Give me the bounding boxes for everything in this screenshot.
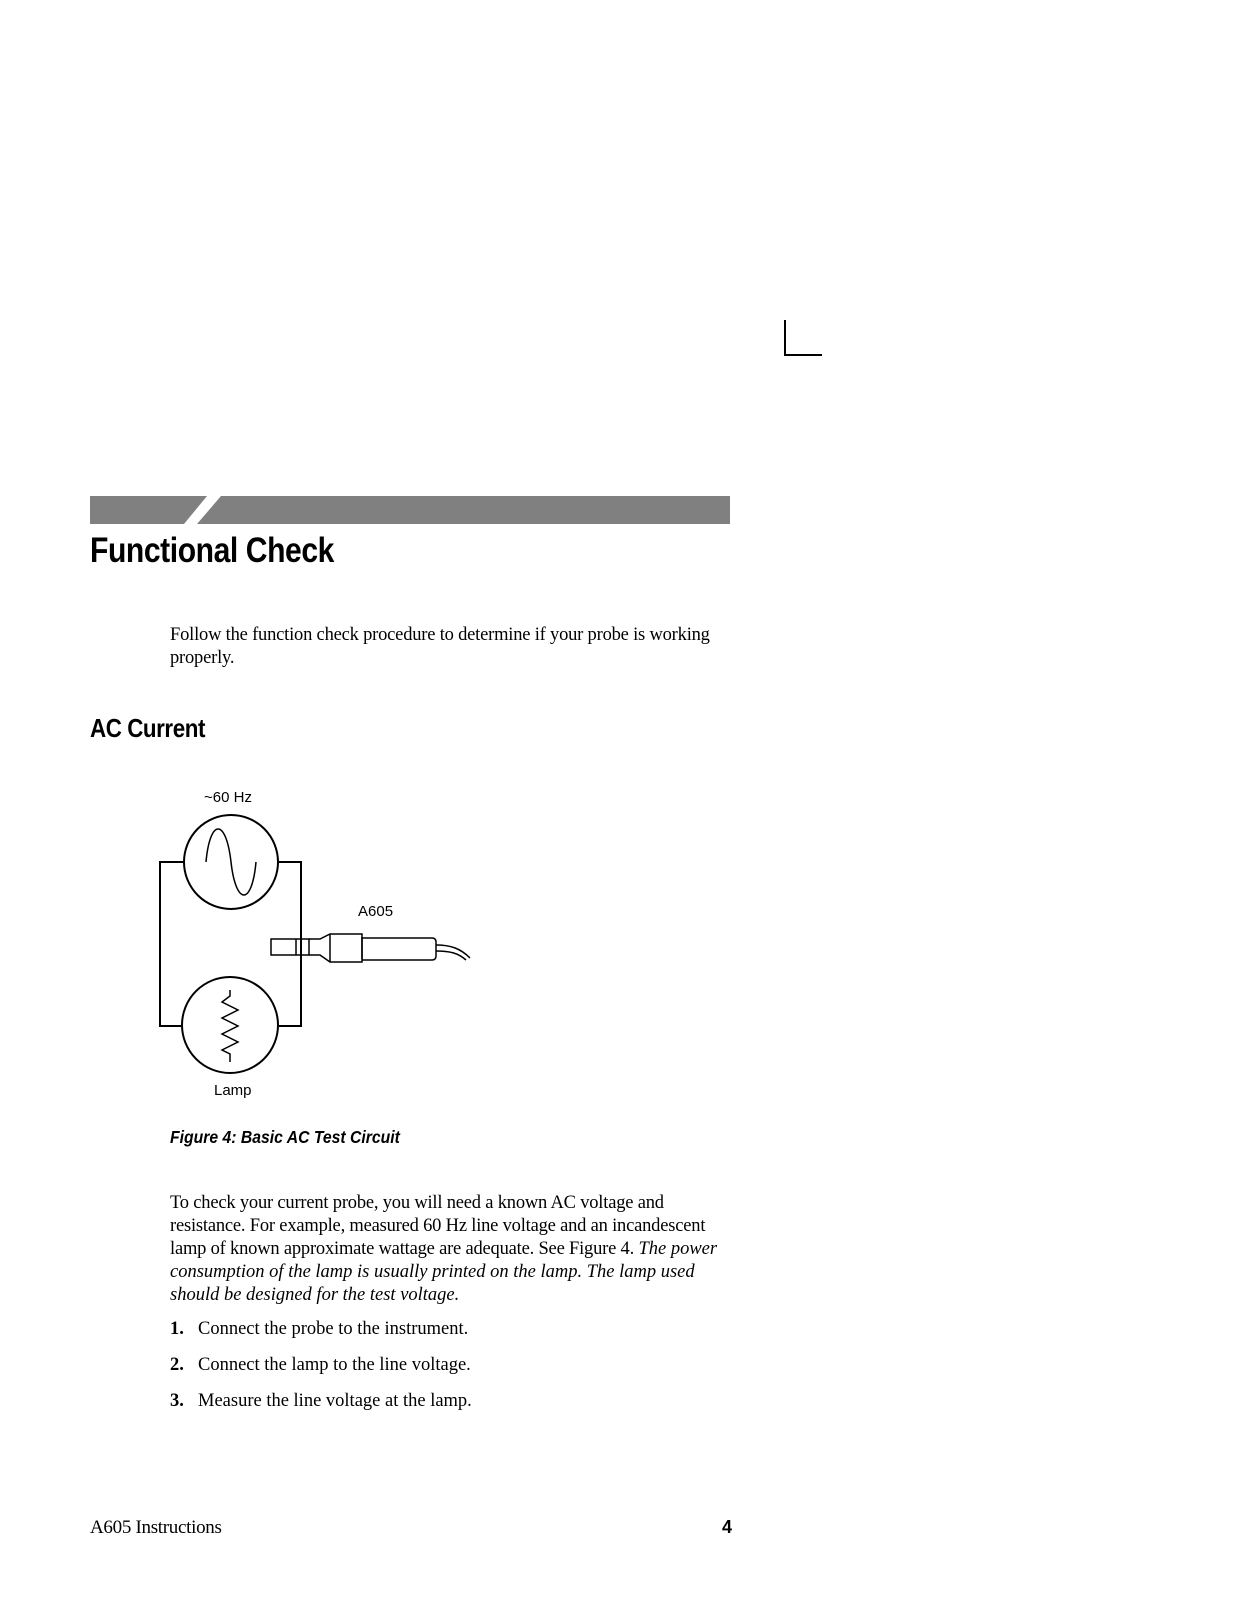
section-bar [90,496,730,524]
step-text: Connect the lamp to the line voltage. [198,1355,471,1375]
subsection-title: AC Current [90,713,205,743]
step-item [170,1390,472,1426]
section-title: Functional Check [90,531,334,570]
body-paragraph [170,1192,730,1307]
lamp-filament-icon [222,990,238,1062]
step-item [170,1354,472,1390]
ac-test-circuit-diagram [150,780,490,1110]
lamp-label: Lamp [214,1082,252,1099]
circuit-wire [160,862,184,1026]
step-text: Connect the probe to the instrument. [198,1319,469,1339]
circuit-wire [279,862,301,1026]
page-number: 4 [721,1517,732,1537]
step-item [170,1318,472,1354]
body-note: The power consumption of the lamp is usually printed on the lamp. The lamp used should be designed for the test voltage. [170,1239,718,1305]
body-text: To check your current probe, you will need a known AC voltage and resistance. For example, measured 60 Hz line voltage and an incandescent lamp of known approximate wattage are adequate. See Figure 4. [170,1193,706,1259]
step-number: 2. [170,1355,184,1375]
footer-document-title: A605 Instructions [90,1517,222,1538]
step-number: 3. [170,1391,184,1411]
crop-mark [0,0,1237,400]
step-number: 1. [170,1319,184,1339]
procedure-steps [170,1318,472,1426]
figure-caption: Figure 4: Basic AC Test Circuit [170,1127,400,1147]
source-label: ~60 Hz [204,789,252,806]
intro-paragraph: Follow the function check procedure to determine if your probe is working properly. [170,625,710,668]
sine-wave-icon [206,829,256,895]
step-text: Measure the line voltage at the lamp. [198,1391,472,1411]
probe-label: A605 [358,903,394,920]
